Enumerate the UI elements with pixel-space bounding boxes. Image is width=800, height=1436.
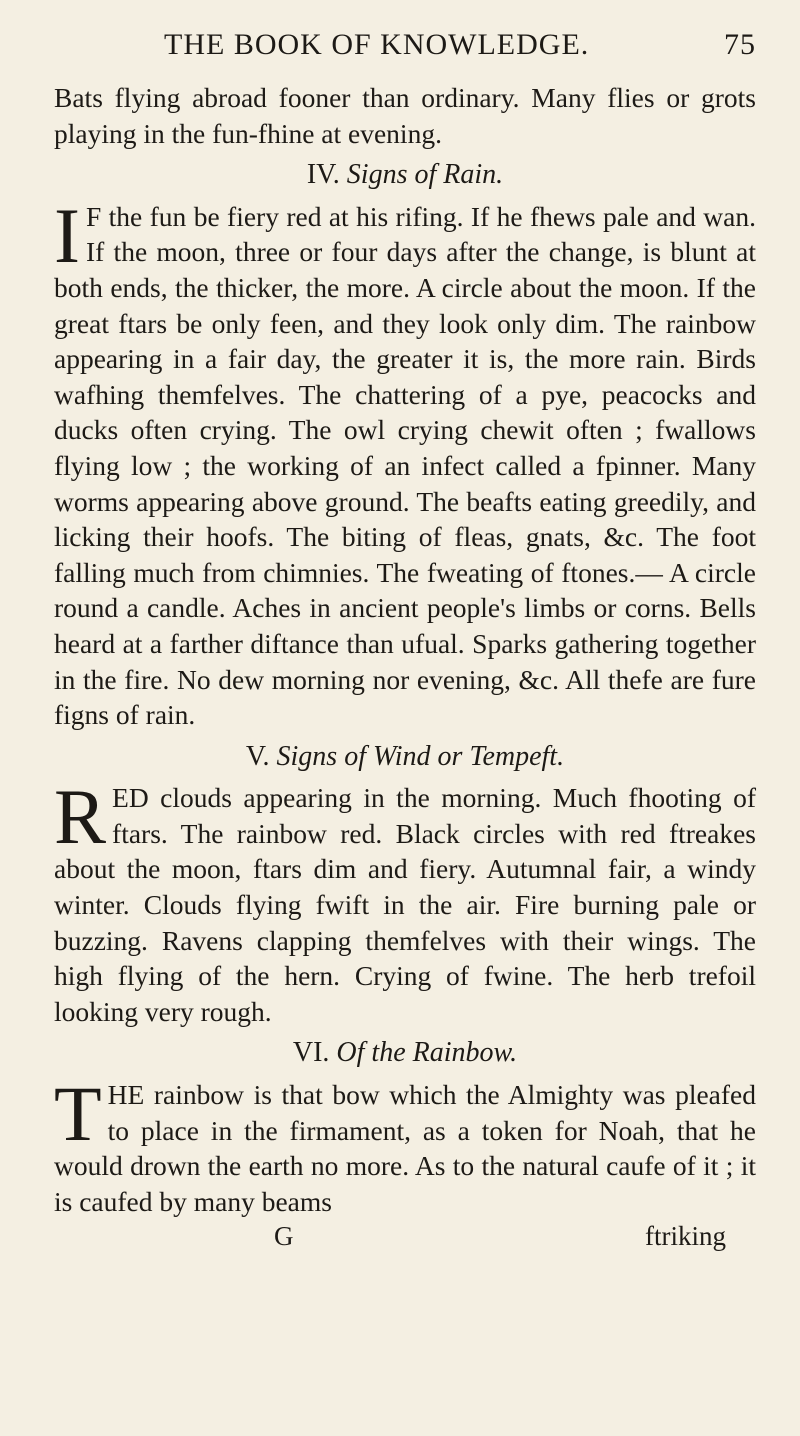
running-title: THE BOOK OF KNOWLEDGE. xyxy=(164,28,590,61)
page-number: 75 xyxy=(724,28,756,61)
section-title: Signs of Wind or Tempeft. xyxy=(276,740,565,772)
section-text-rainbow: THE rainbow is that bow which the Almighty was pleafed to place in the firmament, as a token for Noah, that he would drown the earth no more. As to the natural caufe of it ; it is caufed by many beams xyxy=(54,1070,756,1217)
signature-mark: G xyxy=(274,1221,294,1252)
section-text-wind: RED clouds appearing in the morning. Much fhooting of ftars. The rainbow red. Black circles with red ftreakes about the moon, ftars dim and fiery. Autumnal fair, a windy winter. Clouds flying fwift in the air. Fire burning pale or buzzing. Ravens clapping themfelves with their wings. The high flying of the hern. Crying of fwine. The herb trefoil looking very rough. xyxy=(54,773,756,1027)
section-heading-wind xyxy=(54,739,756,775)
section-number: IV. xyxy=(306,159,340,191)
section-heading-rain xyxy=(54,157,756,193)
section-text-rain: IF the fun be fiery red at his rifing. If he fhews pale and wan. If the moon, three or four days after the change, is blunt at both ends, the thicker, the more. A circle about the moon. If the great ftars be only feen, and they look only dim. The rainbow appearing in a fair day, the greater it is, the more rain. Birds wafhing themfelves. The chattering of a pye, peacocks and ducks often crying. The owl crying chewit often ; fwallows flying low ; the working of an infect called a fpinner. Many worms appearing above ground. The beafts eating greedily, and licking their hoofs. The biting of fleas, gnats, &c. The foot falling much from chimnies. The fweating of ftones.— A circle round a candle. Aches in ancient people's limbs or corns. Bells heard at a farther diftance than ufual. Sparks gathering together in the fire. No dew morning nor evening, &c. All thefe are fure figns of rain. xyxy=(54,191,756,731)
section-number: VI. xyxy=(292,1037,330,1069)
section-number: V. xyxy=(245,740,270,772)
section-title: Signs of Rain. xyxy=(346,159,504,191)
section-heading-rainbow xyxy=(54,1035,756,1071)
section-title: Of the Rainbow. xyxy=(336,1037,518,1069)
catchword: ftriking xyxy=(645,1221,726,1252)
page-footer xyxy=(54,1219,756,1255)
running-header xyxy=(54,28,756,62)
page-body xyxy=(54,80,756,1255)
intro-paragraph: Bats flying abroad fooner than ordinary. Many flies or grots playing in the fun-fhine at evening. xyxy=(54,82,756,149)
